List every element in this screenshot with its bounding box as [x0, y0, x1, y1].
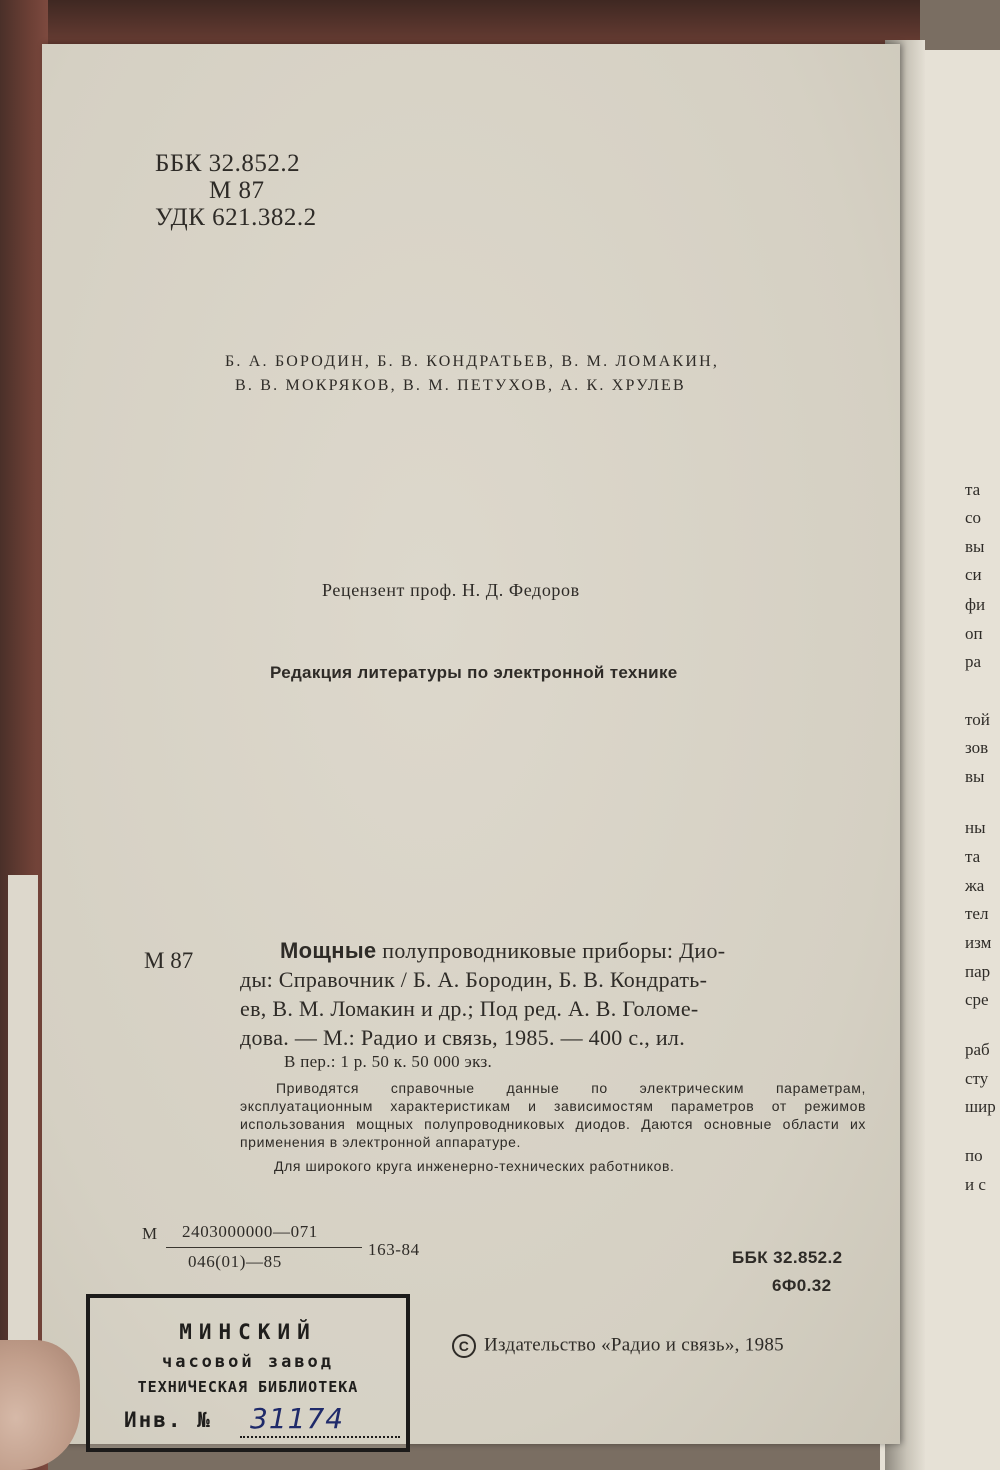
reviewer: Рецензент проф. Н. Д. Федоров [322, 580, 580, 600]
stamp-inventory-number: 31174 [250, 1402, 345, 1435]
facing-page-fragment: и с [965, 1175, 986, 1194]
facing-page-fragment: фи [965, 595, 986, 614]
stamp-line-3: ТЕХНИЧЕСКАЯ БИБЛИОТЕКА [137, 1378, 359, 1396]
copyright-icon: C [452, 1334, 476, 1358]
biblio-line-3: ев, В. М. Ломакин и др.; Под ред. А. В. Голоме- [240, 996, 699, 1021]
page-edge-strip [8, 875, 38, 1415]
facing-page-fragment: вы [965, 767, 985, 786]
copyright-line [452, 1334, 784, 1358]
facing-page-fragment: ны [965, 818, 986, 837]
bbk-code-bottom-2: 6Ф0.32 [772, 1276, 832, 1295]
stamp-line-1: МИНСКИЙ [179, 1320, 317, 1344]
annotation [240, 1079, 866, 1151]
library-stamp [86, 1294, 410, 1452]
index-letter: М [142, 1224, 158, 1243]
facing-page-fragment: ра [965, 652, 982, 671]
stamp-line-2: часовой завод [161, 1352, 335, 1372]
copyright-text: Издательство «Радио и связь», 1985 [484, 1334, 784, 1356]
facing-page-fragment: раб [965, 1040, 990, 1059]
editorial-office: Редакция литературы по электронной технике [270, 663, 678, 682]
book-title-bold: Мощные [280, 938, 377, 963]
facing-page-fragment: по [965, 1146, 983, 1165]
facing-page-fragment: со [965, 508, 982, 527]
authors-line-2: В. В. МОКРЯКОВ, В. М. ПЕТУХОВ, А. К. ХРУЛЕВ [235, 377, 686, 394]
stamp-underline [240, 1436, 400, 1438]
biblio-line-4: дова. — М.: Радио и связь, 1985. — 400 с., ил. [240, 1025, 685, 1050]
udk-code: УДК 621.382.2 [155, 204, 317, 231]
title-verso-page [42, 44, 900, 1444]
facing-page-fragment: изм [965, 933, 992, 952]
index-fraction-line [166, 1247, 362, 1248]
bbk-code-bottom: ББК 32.852.2 [732, 1248, 843, 1267]
price-and-print-run: В пер.: 1 р. 50 к. 50 000 экз. [284, 1052, 493, 1071]
facing-page-fragment: та [965, 847, 981, 866]
stamp-inventory-label: Инв. № [124, 1408, 212, 1432]
facing-page-fragment: жа [965, 876, 985, 895]
facing-page-fragment: вы [965, 537, 985, 556]
facing-page-fragment: сту [965, 1069, 989, 1088]
facing-page-fragment: си [965, 565, 982, 584]
facing-page-fragment: зов [965, 738, 989, 757]
facing-page-fragment: тел [965, 904, 989, 923]
biblio-author-mark: М 87 [144, 948, 194, 973]
book-cover-top [0, 0, 920, 48]
finger [0, 1340, 80, 1470]
authors-line-1: Б. А. БОРОДИН, Б. В. КОНДРАТЬЕВ, В. М. ЛОМАКИН, [225, 353, 720, 370]
intended-audience: Для широкого круга инженерно-технических работников. [274, 1158, 675, 1174]
bibliographic-description [240, 936, 862, 1052]
biblio-line-1: полупроводниковые приборы: Дио- [376, 938, 726, 963]
facing-page-fragment: оп [965, 624, 983, 643]
annotation-text: Приводятся справочные данные по электрическим параметрам, эксплуатационным характеристикам и зависимостям параметров от режимов использования мощных полупроводниковых диодов. Даются основные области их применения в электронной аппаратуре. [240, 1080, 866, 1150]
biblio-line-2: ды: Справочник / Б. А. Бородин, Б. В. Кондрать- [240, 967, 708, 992]
facing-page-fragment: шир [965, 1097, 996, 1116]
facing-page-fragment: сре [965, 990, 989, 1009]
facing-page-fragment: пар [965, 962, 991, 981]
bbk-code-top: ББК 32.852.2 [155, 150, 301, 177]
author-mark-top: М 87 [209, 177, 265, 204]
order-number: 163-84 [368, 1240, 420, 1259]
facing-page-fragment: той [965, 710, 990, 729]
index-numerator: 2403000000—071 [182, 1222, 318, 1241]
facing-page-fragment: та [965, 480, 981, 499]
index-denominator: 046(01)—85 [188, 1252, 282, 1271]
